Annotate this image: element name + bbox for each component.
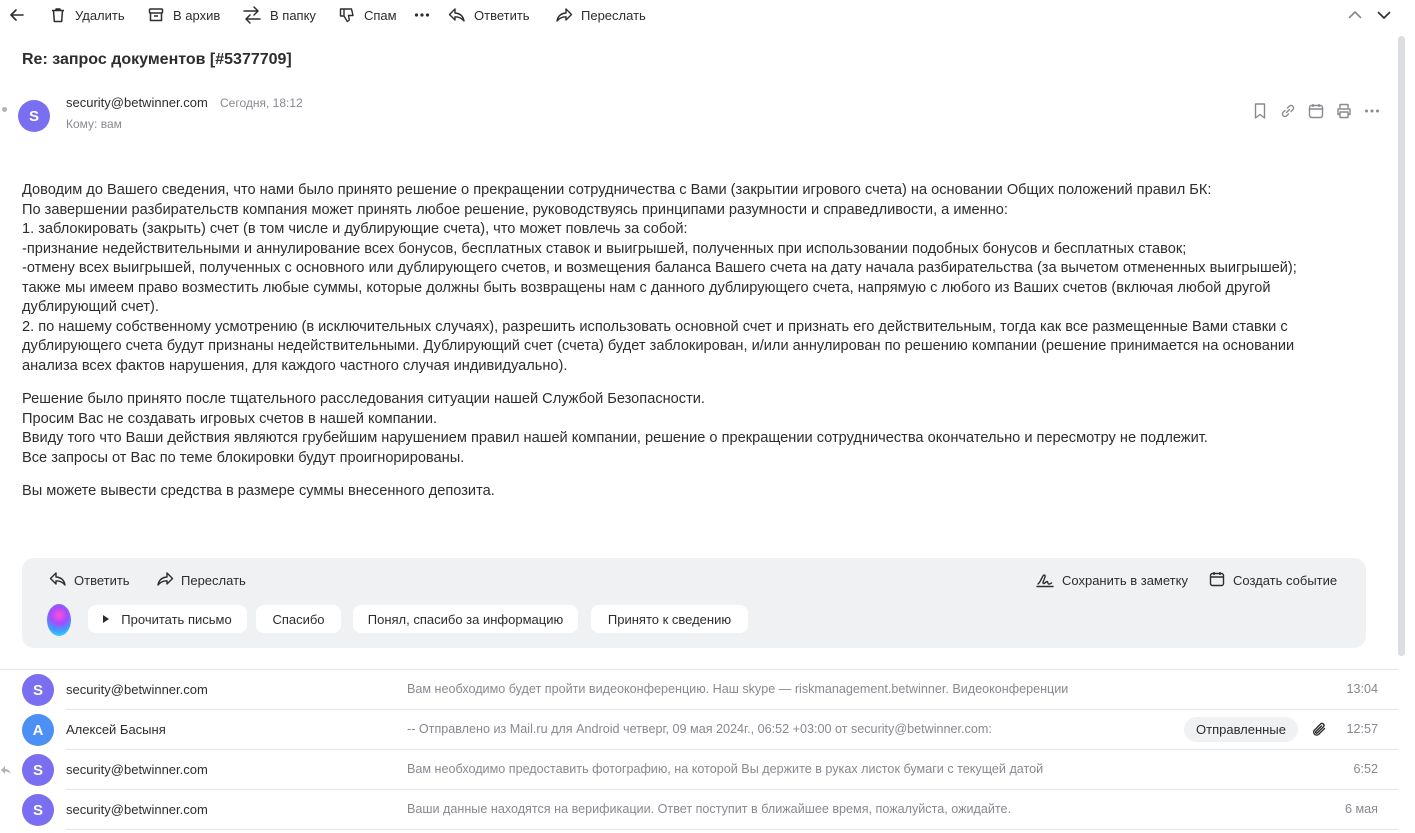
to-folder-button[interactable] [242, 4, 316, 26]
avatar[interactable] [18, 100, 50, 132]
chip-label: Прочитать письмо [121, 611, 232, 627]
avatar-letter: А [32, 721, 44, 739]
thumb-down-icon [338, 6, 356, 24]
body-paragraph [22, 390, 1362, 468]
reply-icon [448, 6, 466, 24]
more-horizontal-icon [414, 6, 430, 24]
thread-row[interactable] [0, 790, 1398, 830]
chip-understood[interactable] [353, 605, 578, 633]
replied-icon [0, 763, 12, 781]
trash-icon [49, 6, 67, 24]
sender-email[interactable]: security@betwinner.com [66, 95, 208, 110]
link-icon[interactable] [1278, 101, 1298, 121]
message-body [22, 181, 1362, 516]
forward-label: Переслать [581, 7, 646, 23]
chip-read-letter[interactable] [88, 605, 247, 633]
panel-forward-label: Переслать [181, 572, 246, 588]
delete-button[interactable] [49, 4, 125, 26]
quick-reply-panel [22, 558, 1366, 648]
body-line: Просим Вас не создавать игровых счетов в нашей компании. [22, 410, 438, 427]
thread-time: 12:57 [1346, 722, 1378, 736]
body-line: По завершении разбирательств компания может принять любое решение, руководствуясь принципами разумности и справедливости, а именно: [22, 201, 1008, 218]
body-line: Ввиду того что Ваши действия являются грубейшим нарушением правил нашей компании, решение о прекращении сотрудничества окончательно и пересмотру не подлежит. [22, 430, 1208, 446]
panel-reply-label: Ответить [74, 572, 130, 588]
unread-dot[interactable] [2, 107, 7, 112]
back-button[interactable] [8, 4, 26, 26]
spam-label: Спам [364, 7, 397, 23]
body-line: дублирующего счета будут признаны недействительными. Дублирующий счет (счета) будет заблокирован, и/или аннулирован по решению компании (решение принимается на основании [22, 338, 1295, 354]
forward-icon [555, 6, 573, 24]
create-event-button[interactable] [1208, 570, 1337, 590]
body-line: 2. по нашему собственному усмотрению (в исключительных случаях), разрешить использовать основной счет и признать его действительным, тогда как все размещенные Вами ставки с [22, 318, 1288, 335]
chevron-up-icon [1347, 7, 1363, 23]
body-line: анализа всех фактов нарушения, для каждого частного случая индивидуально). [22, 357, 568, 374]
thread-sender: security@betwinner.com [66, 762, 208, 777]
avatar[interactable] [22, 674, 54, 706]
scrollbar[interactable] [1398, 36, 1406, 833]
spam-button[interactable] [338, 4, 397, 26]
chip-thanks[interactable] [256, 605, 341, 633]
more-horizontal-icon[interactable] [1362, 101, 1382, 121]
archive-button[interactable] [147, 4, 220, 26]
thread-snippet: Вам необходимо будет пройти видеоконференцию. Наш skype — riskmanagement.betwinner. Видеоконференции [407, 682, 1069, 696]
avatar-letter: S [32, 761, 43, 779]
paperclip-icon[interactable] [1311, 720, 1329, 745]
reply-icon [49, 570, 67, 591]
avatar-letter: S [28, 107, 39, 125]
avatar[interactable] [22, 714, 54, 746]
avatar[interactable] [22, 754, 54, 786]
save-note-label: Сохранить в заметку [1062, 572, 1188, 588]
chevron-down-icon [1376, 7, 1392, 23]
signature-pen-icon [1035, 570, 1055, 591]
body-line: 1. заблокировать (закрыть) счет (в том числе и дублирующие счета), что может повлечь за собой: [22, 221, 688, 237]
body-line: дублирующий счет). [22, 299, 159, 315]
thread-sender: security@betwinner.com [66, 802, 208, 817]
thread-time: 6 мая [1345, 802, 1378, 816]
body-line: Вы можете вывести средства в размере суммы внесенного депозита. [22, 483, 495, 499]
body-paragraph [22, 482, 1362, 502]
more-button[interactable] [414, 4, 430, 26]
bookmark-icon[interactable] [1250, 101, 1270, 121]
thread-snippet: Ваши данные находятся на верификации. Ответ поступит в ближайшее время, пожалуйста, ожидайте. [407, 802, 1012, 816]
thread-sender: security@betwinner.com [66, 682, 208, 697]
chip-label: Понял, спасибо за информацию [367, 611, 564, 627]
recipient[interactable]: Кому: вам [66, 117, 122, 131]
body-line: Решение было принято после тщательного расследования ситуации нашей Службой Безопасности. [22, 391, 705, 407]
thread-time: 13:04 [1346, 682, 1378, 696]
avatar-letter: S [32, 801, 43, 819]
message-subject: Re: запрос документов [#5377709] [22, 51, 292, 68]
thread-sender: Алексей Басыня [66, 722, 166, 737]
prev-message-button[interactable] [1347, 4, 1363, 26]
thread-row[interactable] [0, 710, 1398, 750]
save-note-button[interactable] [1035, 570, 1188, 590]
panel-reply-button[interactable] [49, 570, 130, 590]
archive-label: В архив [173, 7, 221, 23]
chip-noted[interactable] [591, 605, 748, 633]
forward-button[interactable] [555, 4, 646, 26]
panel-forward-button[interactable] [156, 570, 246, 590]
thread-row[interactable] [0, 670, 1398, 710]
body-line: -отмену всех выигрышей, полученных с основного или дублирующего счетов, и возмещения баланса Вашего счета на дату начала разбирательства (за вычетом отмененных выигрышей); [22, 260, 1297, 276]
print-icon[interactable] [1334, 101, 1354, 121]
create-event-label: Создать событие [1233, 572, 1338, 588]
avatar-letter: S [32, 681, 43, 699]
body-line: Все запросы от Вас по теме блокировки будут проигнорированы. [22, 449, 465, 466]
folder-move-icon [242, 6, 262, 24]
chip-label: Спасибо [272, 611, 325, 627]
row-divider [66, 829, 1398, 830]
to-folder-label: В папку [270, 7, 316, 23]
play-icon [103, 615, 109, 623]
body-paragraph [22, 181, 1362, 376]
chip-label: Принято к сведению [607, 611, 732, 627]
body-line: Доводим до Вашего сведения, что нами было принято решение о прекращении сотрудничества с Вами (закрытии игрового счета) на основании Общих положений правил БК: [22, 182, 1212, 198]
calendar-icon [1208, 570, 1226, 591]
avatar[interactable] [22, 794, 54, 826]
archive-icon [147, 6, 165, 24]
ai-assistant-icon[interactable] [47, 604, 71, 636]
delete-label: Удалить [75, 7, 125, 23]
thread-snippet: Вам необходимо предоставить фотографию, на которой Вы держите в руках листок бумаги с текущей датой [407, 762, 1044, 776]
thread-snippet: -- Отправлено из Mail.ru для Android четверг, 09 мая 2024г., 06:52 +03:00 от security@betwinner.com: [407, 722, 992, 736]
thread-row[interactable] [0, 750, 1398, 790]
next-message-button[interactable] [1376, 4, 1392, 26]
thread-time: 6:52 [1353, 762, 1378, 776]
arrow-left-icon [8, 6, 26, 24]
reply-button[interactable] [448, 4, 530, 26]
scrollbar-thumb[interactable] [1398, 36, 1405, 656]
forward-icon [156, 570, 174, 591]
toolbar [0, 0, 1415, 30]
body-line: -признание недействительными и аннулирование всех бонусов, бесплатных ставок и выигрышей, полученных при использовании подобных бонусов и бесплатных ставок; [22, 240, 1187, 257]
calendar-icon[interactable] [1306, 101, 1326, 121]
reply-label: Ответить [474, 7, 530, 23]
body-line: также мы имеем право возместить любые суммы, которые должны быть возвращены нам с данного дублирующего счета, напрямую с любого из Ваших счетов (включая любой другой [22, 279, 1271, 296]
message-date: Сегодня, 18:12 [220, 96, 303, 110]
folder-badge[interactable]: Отправленные [1184, 717, 1298, 742]
